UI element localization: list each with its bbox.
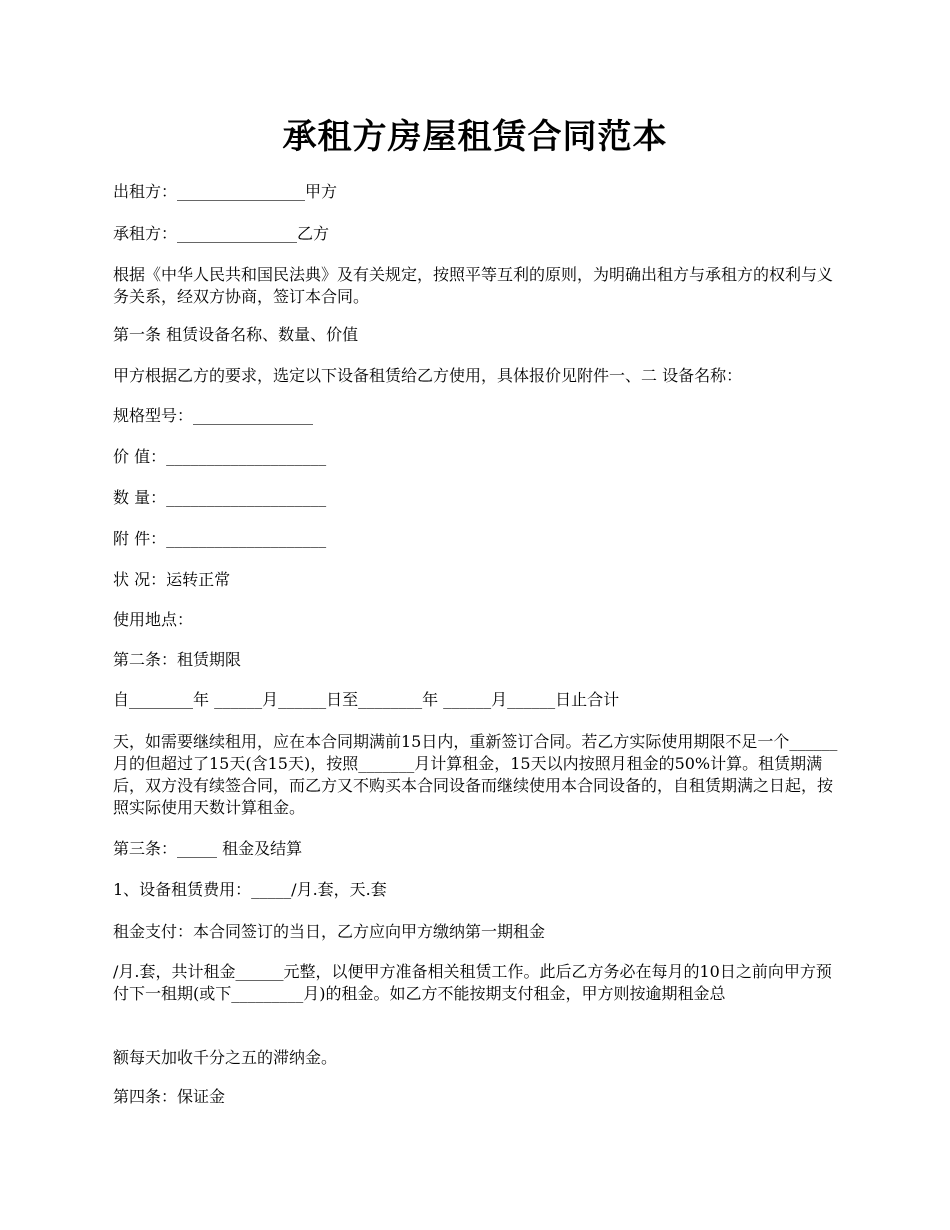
article-4-heading: 第四条：保证金 [113,1087,226,1106]
rent-payment-paragraph: /月.套，共计租金______元整，以便甲方准备相关租赁工作。此后乙方务必在每月的10日之前向甲方预付下一租期(或下_________月)的租金。如乙方不能按期支付租金，甲方则按逾期租金总 [113,962,832,1003]
article-2-heading: 第二条：租赁期限 [113,650,242,669]
preamble-paragraph: 根据《中华人民共和国民法典》及有关规定，按照平等互利的原则，为明确出租方与承租方的权利与义务关系，经双方协商，签订本合同。 [113,265,834,306]
article-1-text: 甲方根据乙方的要求，选定以下设备租赁给乙方使用，具体报价见附件一、二 设备名称： [113,366,743,385]
location-line: 使用地点： [113,610,194,629]
spec-model-line: 规格型号：_______________ [113,406,314,425]
rent-payment-line: 租金支付：本合同签订的当日，乙方应向甲方缴纳第一期租金 [113,922,546,941]
attachment-line: 附 件：____________________ [113,529,327,548]
article-3-heading: 第三条：_____ 租金及结算 [113,839,303,858]
document-title: 承租方房屋租赁合同范本 [282,117,668,157]
lessee-line: 承租方：_______________乙方 [113,224,330,243]
article-1-heading: 第一条 租赁设备名称、数量、价值 [113,325,359,344]
value-line: 价 值：____________________ [113,447,327,466]
condition-line: 状 况：运转正常 [113,570,231,589]
lessor-line: 出租方：________________甲方 [113,182,338,201]
quantity-line: 数 量：____________________ [113,488,327,507]
rental-fee-line: 1、设备租赁费用：_____/月.套，天.套 [113,880,387,899]
term-paragraph: 天，如需要继续租用，应在本合同期满前15日内，重新签订合同。若乙方实际使用期限不足一个______月的但超过了15天(含15天)，按照_______月计算租金，15天以内按照月租金的50%计算。租赁期满后，双方没有续签合同，而乙方又不购买本合同设备而继续使用本合同设备的，自租赁期满之日起，按照实际使用天数计算租金。 [113,732,838,817]
late-fee-line: 额每天加收千分之五的滞纳金。 [113,1048,338,1067]
term-dates-line: 自________年 ______月______日至________年 ______月______日止合计 [113,690,620,709]
